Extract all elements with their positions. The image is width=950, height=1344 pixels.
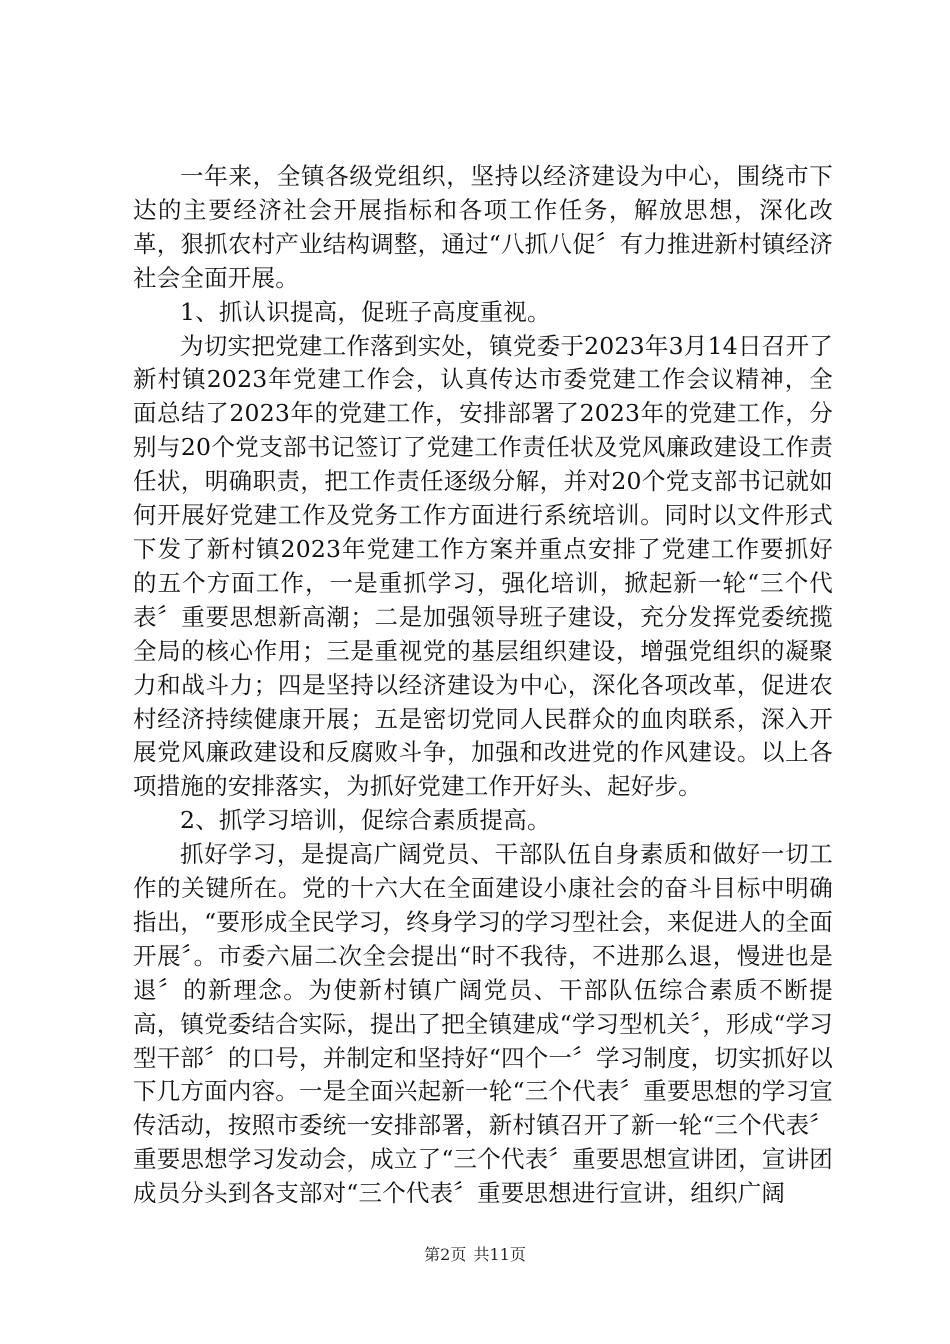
paragraph-intro: 一年来，全镇各级党组织，坚持以经济建设为中心，围绕市下达的主要经济社会开展指标和各项工作任务，解放思想，深化改革，狠抓农村产业结构调整，通过“八抓八促〞有力推进新村镇经济社会全面开展。 bbox=[133, 162, 833, 292]
page-total: 共11页 bbox=[473, 1245, 526, 1264]
section-heading-2: 2、抓学习培训，促综合素质提高。 bbox=[180, 806, 551, 835]
page-number: 第2页 bbox=[424, 1245, 467, 1264]
paragraph-section-1: 为切实把党建工作落到实处，镇党委于2023年3月14日召开了新村镇2023年党建工作会，认真传达市委党建工作会议精神，全面总结了2023年的党建工作，安排部署了2023年的党建工作，分别与20个党支部书记签订了党建工作责任状及党风廉政建设工作责任状，明确职责，把工作责任逐级分解，并对20个党支部书记就如何开展好党建工作及党务工作方面进行系统培训。同时以文件形式下发了新村镇2023年党建工作方案并重点安排了党建工作要抓好的五个方面工作，一是重抓学习，强化培训，掀起新一轮“三个代表〞重要思想新高潮；二是加强领导班子建设，充分发挥党委统揽全局的核心作用；三是重视党的基层组织建设，增强党组织的凝聚力和战斗力；四是坚持以经济建设为中心，深化各项改革，促进农村经济持续健康开展；五是密切党同人民群众的血肉联系，深入开展党风廉政建设和反腐败斗争，加强和改进党的作风建设。以上各项措施的安排落实，为抓好党建工作开好头、起好步。 bbox=[133, 331, 833, 801]
page-footer bbox=[0, 1242, 950, 1265]
section-heading-1: 1、抓认识提高，促班子高度重视。 bbox=[180, 297, 551, 326]
document-body bbox=[133, 160, 833, 1211]
paragraph-section-2: 抓好学习，是提高广阔党员、干部队伍自身素质和做好一切工作的关键所在。党的十六大在全面建设小康社会的奋斗目标中明确指出，“要形成全民学习，终身学习的学习型社会，来促进人的全面开展〞。市委六届二次全会提出“时不我待，不进那么退，慢进也是退〞的新理念。为使新村镇广阔党员、干部队伍综合素质不断提高，镇党委结合实际，提出了把全镇建成“学习型机关〞，形成“学习型干部〞的口号，并制定和坚持好“四个一〞学习制度，切实抓好以下几方面内容。一是全面兴起新一轮“三个代表〞重要思想的学习宣传活动，按照市委统一安排部署，新村镇召开了新一轮“三个代表〞重要思想学习发动会，成立了“三个代表〞重要思想宣讲团，宣讲团成员分头到各支部对“三个代表〞重要思想进行宣讲，组织广阔 bbox=[133, 840, 833, 1208]
